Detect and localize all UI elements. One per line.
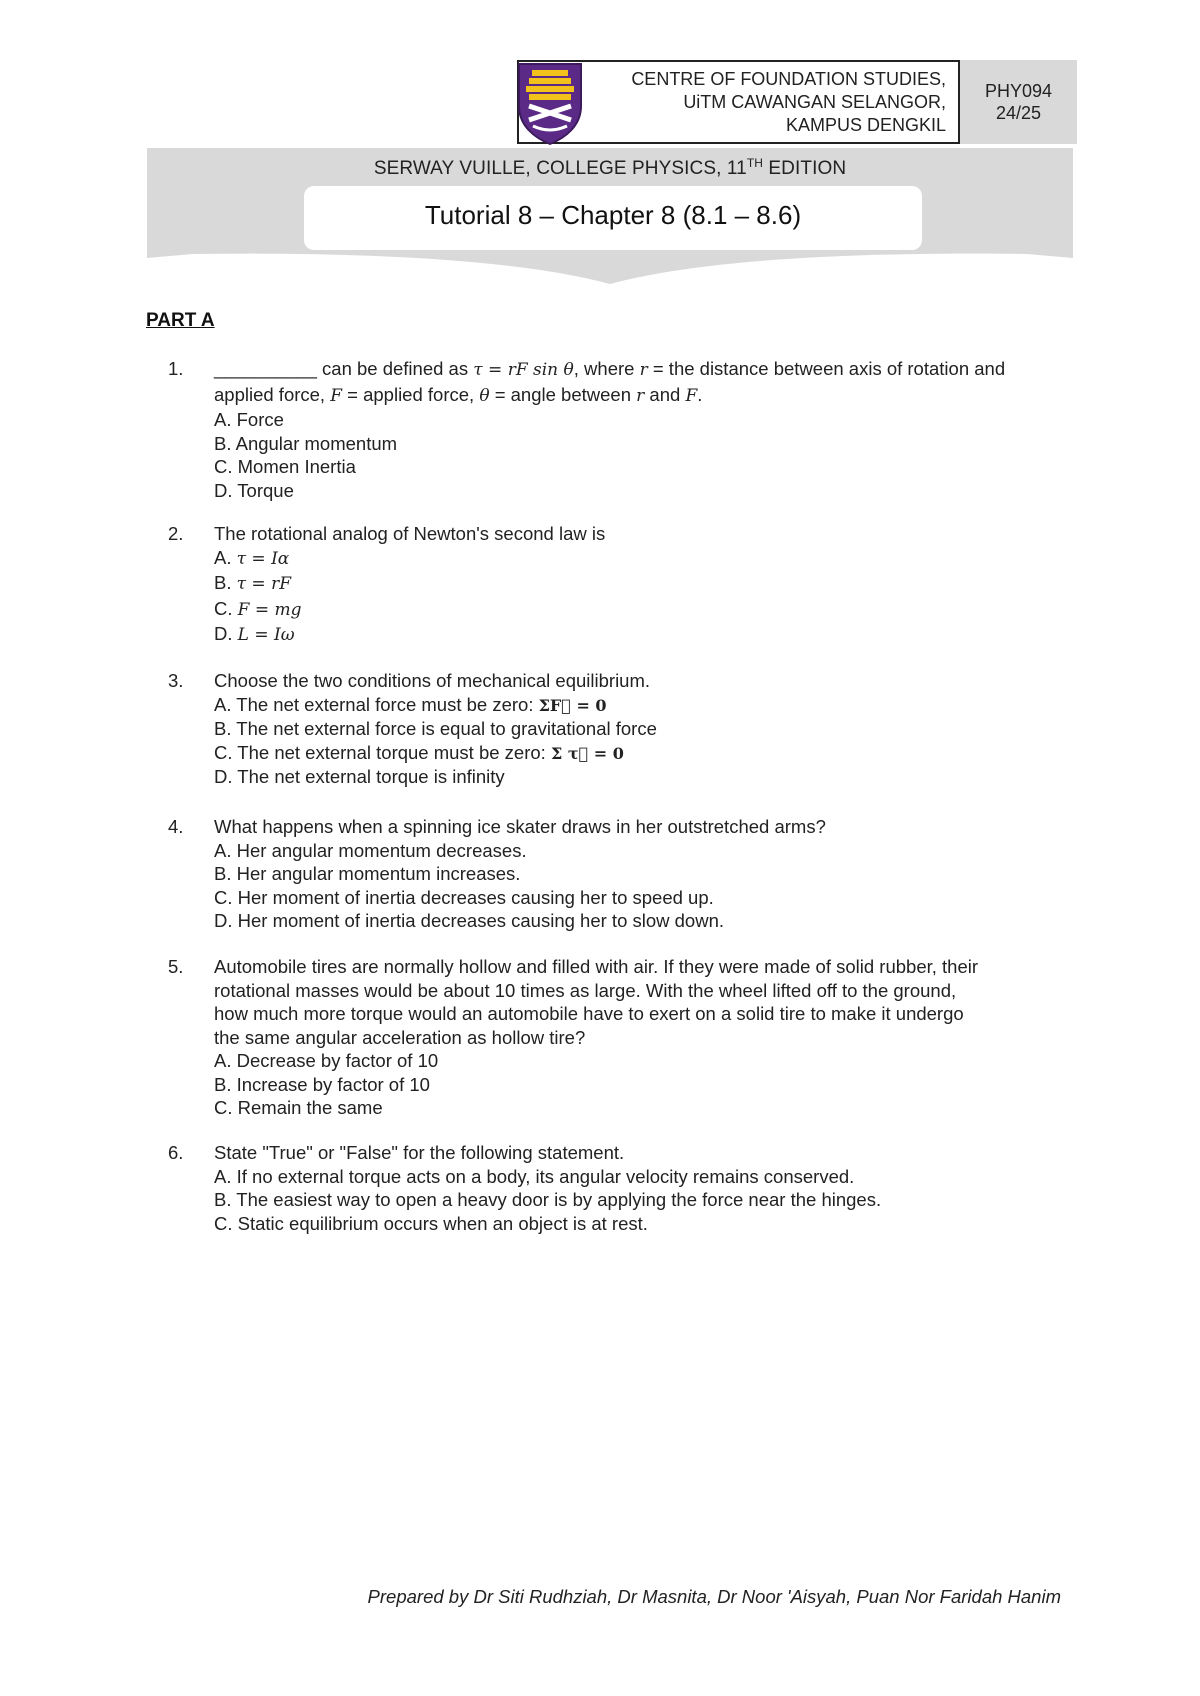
question-number: 6. (168, 1142, 184, 1163)
question-text: the same angular acceleration as hollow tire? (214, 1026, 586, 1048)
option-label: B. (214, 572, 237, 593)
question-number: 2. (168, 523, 184, 544)
answer-option: A. Her angular momentum decreases. (214, 839, 527, 861)
text: __________ can be defined as (214, 358, 474, 379)
equation: Σ τ⃗ = 0 (550, 743, 624, 763)
answer-option (214, 622, 1066, 648)
question-text: Automobile tires are normally hollow and filled with air. If they were made of solid rubber, their (214, 956, 979, 977)
answer-option: C. Her moment of inertia decreases causing her to speed up. (214, 886, 714, 908)
question-text: how much more torque would an automobile have to exert on a solid tire to make it undergo (214, 1003, 964, 1024)
equation: ΣF⃗ = 0 (538, 695, 607, 715)
institution-line: UiTM CAWANGAN SELANGOR, (683, 92, 946, 112)
answer-option: D. Her moment of inertia decreases causing her to slow down. (214, 910, 725, 931)
answer-option (214, 571, 1066, 597)
session: 24/25 (995, 103, 1042, 123)
text: applied force, (214, 383, 331, 405)
question-text: rotational masses would be about 10 times as large. With the wheel lifted off to the ground, (214, 979, 957, 1001)
question-number: 3. (168, 670, 184, 691)
text: . (697, 383, 703, 405)
answer-option: C. Momen Inertia (214, 456, 356, 477)
text: = applied force, (342, 383, 480, 405)
course-code: PHY094 (984, 81, 1053, 101)
math-symbol: θ (479, 385, 490, 406)
equation: τ = rF sin θ (473, 360, 574, 380)
option-label: C. (214, 597, 238, 619)
question-text: State "True" or "False" for the following statement. (214, 1142, 625, 1163)
answer-option (214, 597, 1066, 623)
question-body (214, 1141, 1066, 1235)
subtitle-sup: TH (746, 156, 764, 170)
math-symbol: r (639, 360, 648, 380)
answer-option: C. Static equilibrium occurs when an object is at rest. (214, 1212, 648, 1234)
answer-option (214, 693, 1066, 718)
text: = the distance between axis of rotation and (647, 358, 1006, 379)
option-text: A. The net external force must be zero: (214, 693, 539, 715)
math-symbol: r (636, 385, 645, 406)
textbook-subtitle (147, 156, 1073, 180)
answer-option: A. Decrease by factor of 10 (214, 1050, 439, 1071)
question-number: 4. (168, 816, 184, 837)
answer-option (214, 546, 1066, 572)
answer-option: D. Torque (214, 479, 294, 501)
question-body (214, 669, 1066, 789)
option-label: D. (214, 623, 238, 644)
question-number: 5. (168, 956, 184, 977)
institution-name (580, 60, 960, 144)
question-body (214, 815, 1066, 933)
question-text: Choose the two conditions of mechanical equilibrium. (214, 670, 651, 691)
answer-option: B. Angular momentum (214, 432, 398, 454)
question-number: 1. (168, 358, 184, 379)
prepared-by-footer: Prepared by Dr Siti Rudhziah, Dr Masnita, Dr Noor 'Aisyah, Puan Nor Faridah Hanim (367, 1586, 1061, 1607)
math-symbol: F (330, 385, 343, 406)
question-text (214, 383, 1066, 409)
question-text: What happens when a spinning ice skater draws in her outstretched arms? (214, 816, 826, 837)
institution-line: CENTRE OF FOUNDATION STUDIES, (631, 69, 946, 89)
answer-option: D. The net external torque is infinity (214, 766, 505, 787)
answer-option: A. Force (214, 409, 284, 430)
part-a-heading: PART A (146, 310, 215, 331)
answer-option (214, 741, 1066, 766)
equation: τ = Iα (236, 548, 290, 569)
equation: τ = rF (236, 574, 292, 594)
subtitle-text: SERWAY VUILLE, COLLEGE PHYSICS, 11 (373, 158, 747, 179)
option-text: C. The net external torque must be zero: (214, 741, 551, 763)
page-title: Tutorial 8 – Chapter 8 (8.1 – 8.6) (424, 200, 802, 230)
option-label: A. (214, 546, 237, 568)
question-body (214, 357, 1066, 502)
institution-line: KAMPUS DENGKIL (785, 115, 946, 135)
text: , where (573, 358, 640, 379)
math-symbol: F (685, 385, 698, 406)
answer-option: B. The easiest way to open a heavy door is by applying the force near the hinges. (214, 1189, 882, 1210)
question-text: The rotational analog of Newton's second law is (214, 523, 606, 544)
text: = angle between (489, 383, 637, 405)
question-body (214, 955, 1066, 1120)
equation: F = mg (237, 599, 302, 620)
answer-option: B. The net external force is equal to gravitational force (214, 718, 657, 739)
answer-option: C. Remain the same (214, 1097, 383, 1118)
equation: L = Iω (237, 625, 295, 645)
answer-option: A. If no external torque acts on a body, its angular velocity remains conserved. (214, 1165, 855, 1187)
question-body (214, 522, 1066, 648)
question-text (214, 357, 1066, 383)
text: and (644, 383, 686, 405)
uitm-crest-icon (515, 60, 585, 146)
course-code-box (960, 60, 1077, 144)
answer-option: B. Increase by factor of 10 (214, 1073, 430, 1095)
subtitle-text-end: EDITION (763, 158, 847, 179)
answer-option: B. Her angular momentum increases. (214, 863, 521, 884)
